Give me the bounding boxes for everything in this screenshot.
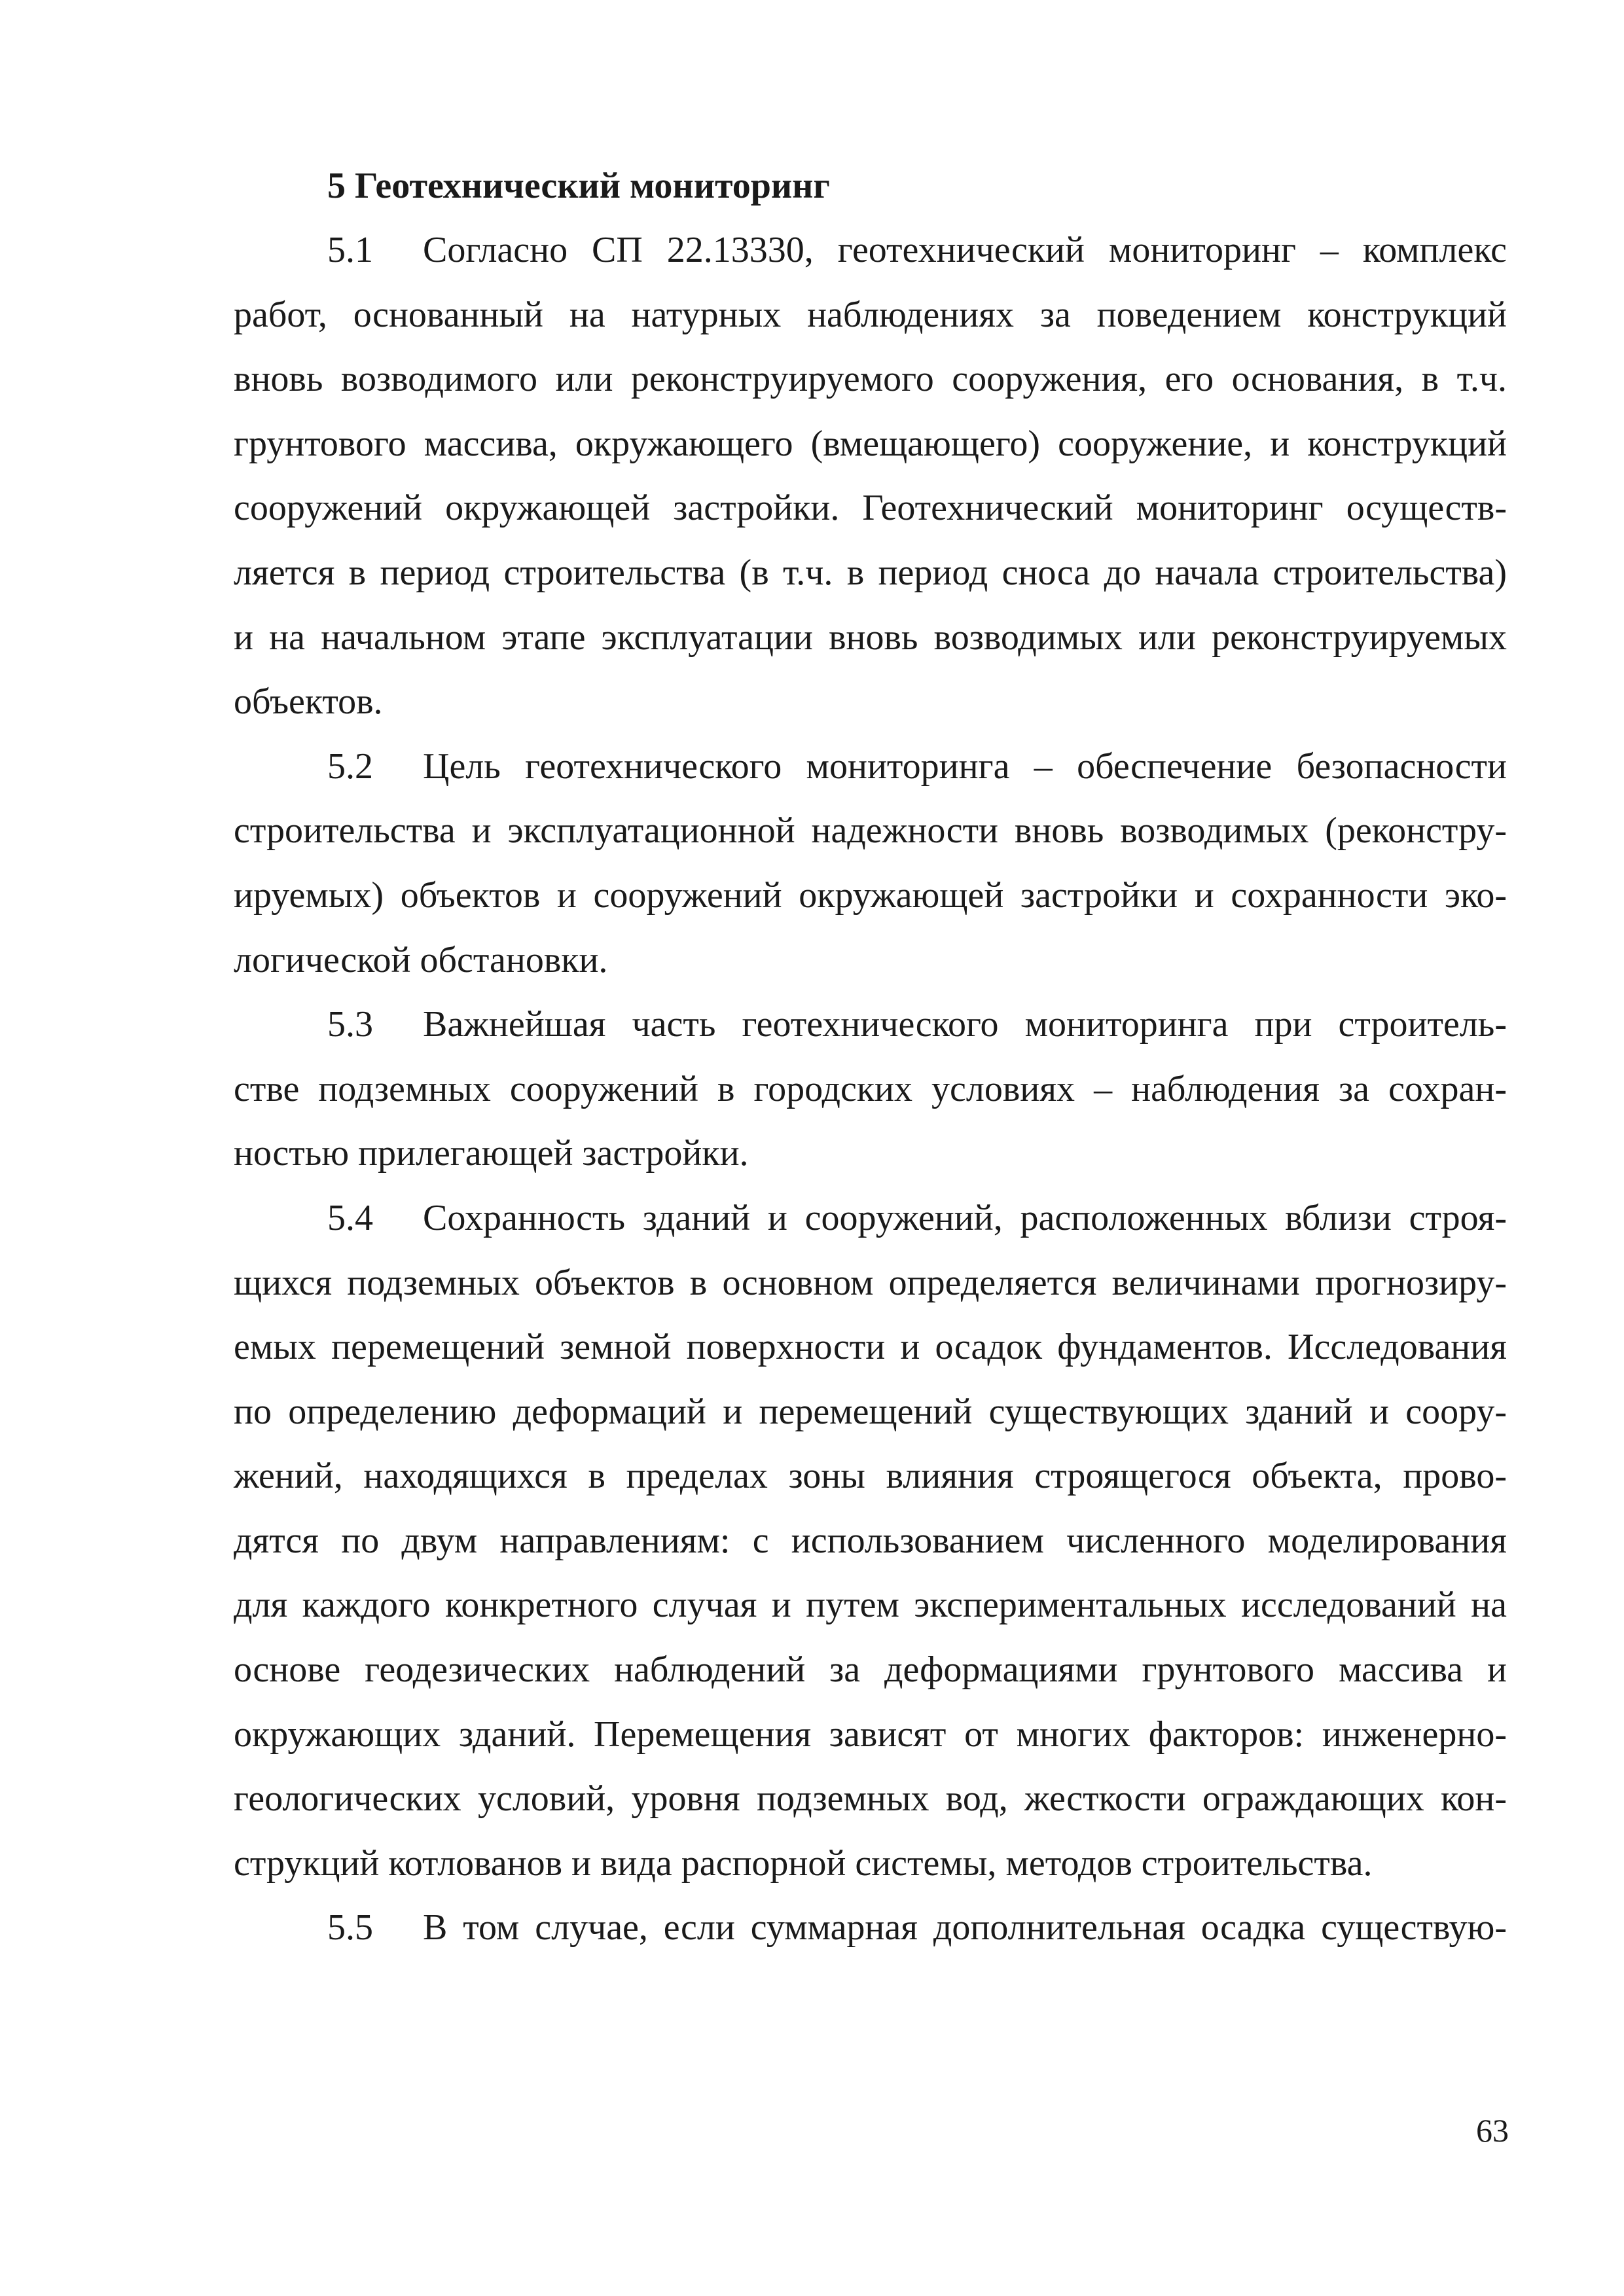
- paragraph-line: по определению деформаций и перемещений существующих зданий и соору-: [234, 1391, 1507, 1432]
- paragraph-line: вновь возводимого или реконструируемого сооружения, его основания, в т.ч.: [234, 359, 1507, 400]
- paragraph-5-1: [234, 218, 1507, 734]
- paragraph-number: 5.4: [327, 1197, 373, 1238]
- paragraph-line: ностью прилегающей застройки.: [234, 1133, 749, 1174]
- paragraph-5-4: [234, 1186, 1507, 1896]
- paragraph-line: геологических условий, уровня подземных вод, жесткости ограждающих кон-: [234, 1778, 1507, 1820]
- paragraph-line: сооружений окружающей застройки. Геотехнический мониторинг осуществ-: [234, 488, 1507, 529]
- paragraph-line: емых перемещений земной поверхности и осадок фундаментов. Исследования: [234, 1327, 1507, 1368]
- page-number: 63: [1476, 2112, 1509, 2149]
- paragraph-line: 5.2 Цель геотехнического мониторинга – обеспечение безопасности: [234, 734, 1507, 799]
- paragraph-number: 5.5: [327, 1907, 373, 1948]
- paragraph-line: строительства и эксплуатационной надежности вновь возводимых (реконстру-: [234, 810, 1507, 852]
- paragraph-number: 5.3: [327, 1004, 373, 1045]
- paragraph-5-5: [234, 1895, 1507, 1960]
- paragraph-line: для каждого конкретного случая и путем экспериментальных исследований на: [234, 1585, 1507, 1626]
- paragraph-5-2: [234, 734, 1507, 992]
- paragraph-line: объектов.: [234, 681, 383, 723]
- paragraph-line: логической обстановки.: [234, 939, 608, 980]
- paragraph-line: окружающих зданий. Перемещения зависят от многих факторов: инженерно-: [234, 1713, 1507, 1755]
- paragraph-number: 5.2: [327, 745, 373, 787]
- page-content: [234, 154, 1507, 1960]
- paragraph-line: струкций котлованов и вида распорной системы, методов строительства.: [234, 1842, 1373, 1884]
- paragraph-line: 5.4 Сохранность зданий и сооружений, расположенных вблизи строя-: [234, 1186, 1507, 1251]
- paragraph-line: стве подземных сооружений в городских условиях – наблюдения за сохран-: [234, 1068, 1507, 1109]
- paragraph-line: жений, находящихся в пределах зоны влияния строящегося объекта, прово-: [234, 1456, 1507, 1497]
- paragraph-line: ляется в период строительства (в т.ч. в период сноса до начала строительства): [234, 552, 1507, 593]
- paragraph-line: грунтового массива, окружающего (вмещающего) сооружение, и конструкций: [234, 423, 1507, 464]
- paragraph-line: 5.5 В том случае, если суммарная дополнительная осадка существую-: [234, 1895, 1507, 1960]
- paragraph-line: основе геодезических наблюдений за деформациями грунтового массива и: [234, 1649, 1507, 1691]
- paragraph-line: дятся по двум направлениям: с использованием численного моделирования: [234, 1520, 1507, 1561]
- paragraph-number: 5.1: [327, 230, 373, 270]
- paragraph-line: щихся подземных объектов в основном определяется величинами прогнозиру-: [234, 1262, 1507, 1303]
- paragraph-line: 5.3 Важнейшая часть геотехнического мониторинга при строитель-: [234, 992, 1507, 1057]
- paragraph-line: 5.1 Согласно СП 22.13330, геотехнический мониторинг – комплекс: [234, 218, 1507, 283]
- paragraph-5-3: [234, 992, 1507, 1186]
- paragraph-line: ируемых) объектов и сооружений окружающей застройки и сохранности эко-: [234, 874, 1507, 916]
- paragraph-line: работ, основанный на натурных наблюдениях за поведением конструкций: [234, 294, 1507, 335]
- section-heading: 5 Геотехнический мониторинг: [327, 166, 830, 206]
- paragraph-line: и на начальном этапе эксплуатации вновь возводимых или реконструируемых: [234, 617, 1507, 658]
